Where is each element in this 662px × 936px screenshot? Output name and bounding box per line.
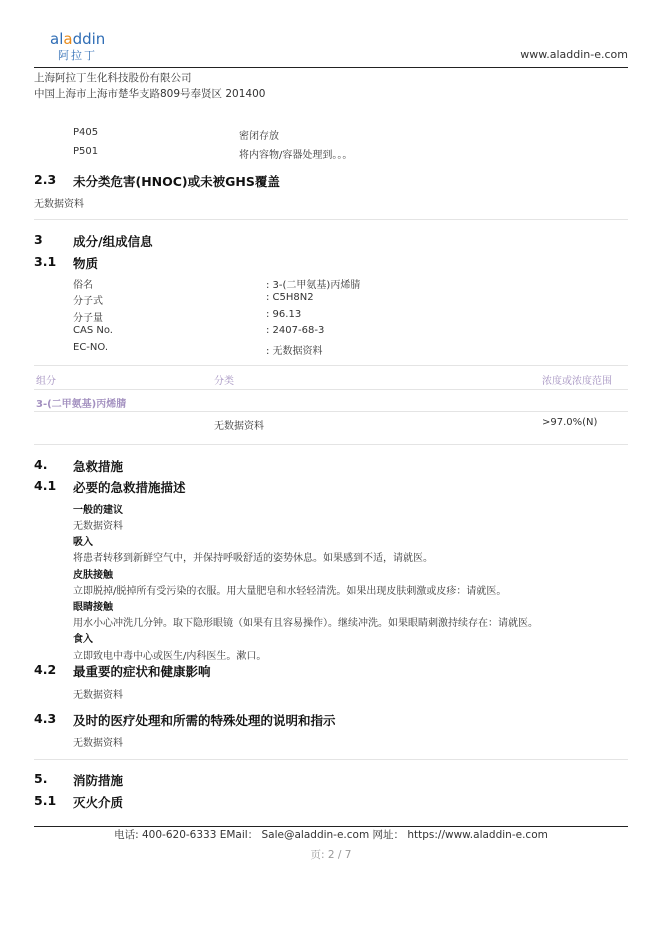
section-title: 物质 [73, 256, 99, 271]
table-classification-value: 无数据资料 [214, 421, 264, 432]
precaution-text: 将内容物/容器处理到。。。 [239, 150, 353, 161]
property-value: : 无数据资料 [266, 346, 323, 357]
property-label: CAS No. [73, 325, 113, 336]
property-label: 分子量 [73, 313, 103, 324]
table-concentration-value: >97.0%(N) [542, 417, 598, 428]
section-body: 无数据资料 [73, 690, 123, 701]
section-title: 最重要的症状和健康影响 [73, 664, 211, 679]
table-component-name: 3-(二甲氨基)丙烯腈 [36, 399, 127, 410]
property-label: EC-NO. [73, 342, 109, 353]
header-divider [34, 67, 628, 68]
table-header-concentration: 浓度或浓度范围 [542, 376, 612, 387]
section-divider [34, 759, 628, 760]
first-aid-heading: 吸入 [73, 537, 93, 548]
first-aid-text: 将患者转移到新鲜空气中，并保持呼吸舒适的姿势休息。如果感到不适，请就医。 [73, 553, 433, 564]
section-number: 5. [34, 771, 48, 786]
section-number: 4.1 [34, 478, 57, 493]
section-number: 4.2 [34, 662, 57, 677]
first-aid-heading: 皮肤接触 [73, 570, 113, 581]
logo-chinese: 阿拉丁 [58, 49, 97, 62]
table-header-classification: 分类 [214, 376, 234, 387]
footer-contact: 电话: 400-620-6333 EMail： Sale@aladdin-e.com 网址： https://www.aladdin-e.com [114, 829, 548, 841]
property-value: : C5H8N2 [266, 292, 314, 303]
section-divider [34, 219, 628, 220]
section-title: 必要的急救措施描述 [73, 480, 186, 495]
section-title: 成分/组成信息 [73, 234, 153, 249]
section-title: 急救措施 [73, 459, 124, 474]
property-label: 俗名 [73, 280, 93, 291]
table-row-divider [34, 411, 628, 412]
first-aid-text: 用水小心冲洗几分钟。取下隐形眼镜（如果有且容易操作）。继续冲洗。如果眼睛刺激持续存在：请就医。 [73, 618, 538, 629]
first-aid-text: 立即脱掉/脱掉所有受污染的衣服。用大量肥皂和水轻轻清洗。如果出现皮肤刺激或皮疹：请就医。 [73, 586, 507, 597]
table-top-border [34, 365, 628, 366]
first-aid-heading: 食入 [73, 634, 93, 645]
section-number: 4.3 [34, 711, 57, 726]
property-value: : 96.13 [266, 309, 302, 320]
first-aid-heading: 一般的建议 [73, 505, 123, 516]
section-body: 无数据资料 [73, 738, 123, 749]
section-title: 未分类危害(HNOC)或未被GHS覆盖 [73, 174, 280, 189]
section-body: 无数据资料 [34, 199, 84, 210]
table-row-divider [34, 389, 628, 390]
section-title: 消防措施 [73, 773, 124, 788]
section-title: 灭火介质 [73, 795, 124, 810]
section-number: 2.3 [34, 172, 57, 187]
precaution-code: P405 [73, 127, 99, 138]
precaution-code: P501 [73, 146, 99, 157]
section-number: 5.1 [34, 793, 57, 808]
section-divider [34, 444, 628, 445]
property-value: : 3-(二甲氨基)丙烯腈 [266, 280, 361, 291]
company-name: 上海阿拉丁生化科技股份有限公司 [34, 72, 192, 84]
aladdin-logo [50, 30, 120, 70]
logo-wordmark: aladdin [50, 30, 106, 48]
section-title: 及时的医疗处理和所需的特殊处理的说明和指示 [73, 713, 336, 728]
company-address: 中国上海市上海市楚华支路809号奉贤区 201400 [34, 88, 266, 100]
section-number: 3 [34, 232, 43, 247]
table-header-component: 组分 [36, 376, 56, 387]
header-url: www.aladdin-e.com [520, 48, 628, 61]
property-label: 分子式 [73, 296, 103, 307]
first-aid-heading: 眼睛接触 [73, 602, 113, 613]
page-number: 页: 2 / 7 [310, 849, 352, 861]
first-aid-text: 无数据资料 [73, 521, 123, 532]
precaution-text: 密闭存放 [239, 131, 279, 142]
first-aid-text: 立即致电中毒中心或医生/内科医生。漱口。 [73, 651, 267, 662]
section-number: 3.1 [34, 254, 57, 269]
property-value: : 2407-68-3 [266, 325, 325, 336]
section-number: 4. [34, 457, 48, 472]
